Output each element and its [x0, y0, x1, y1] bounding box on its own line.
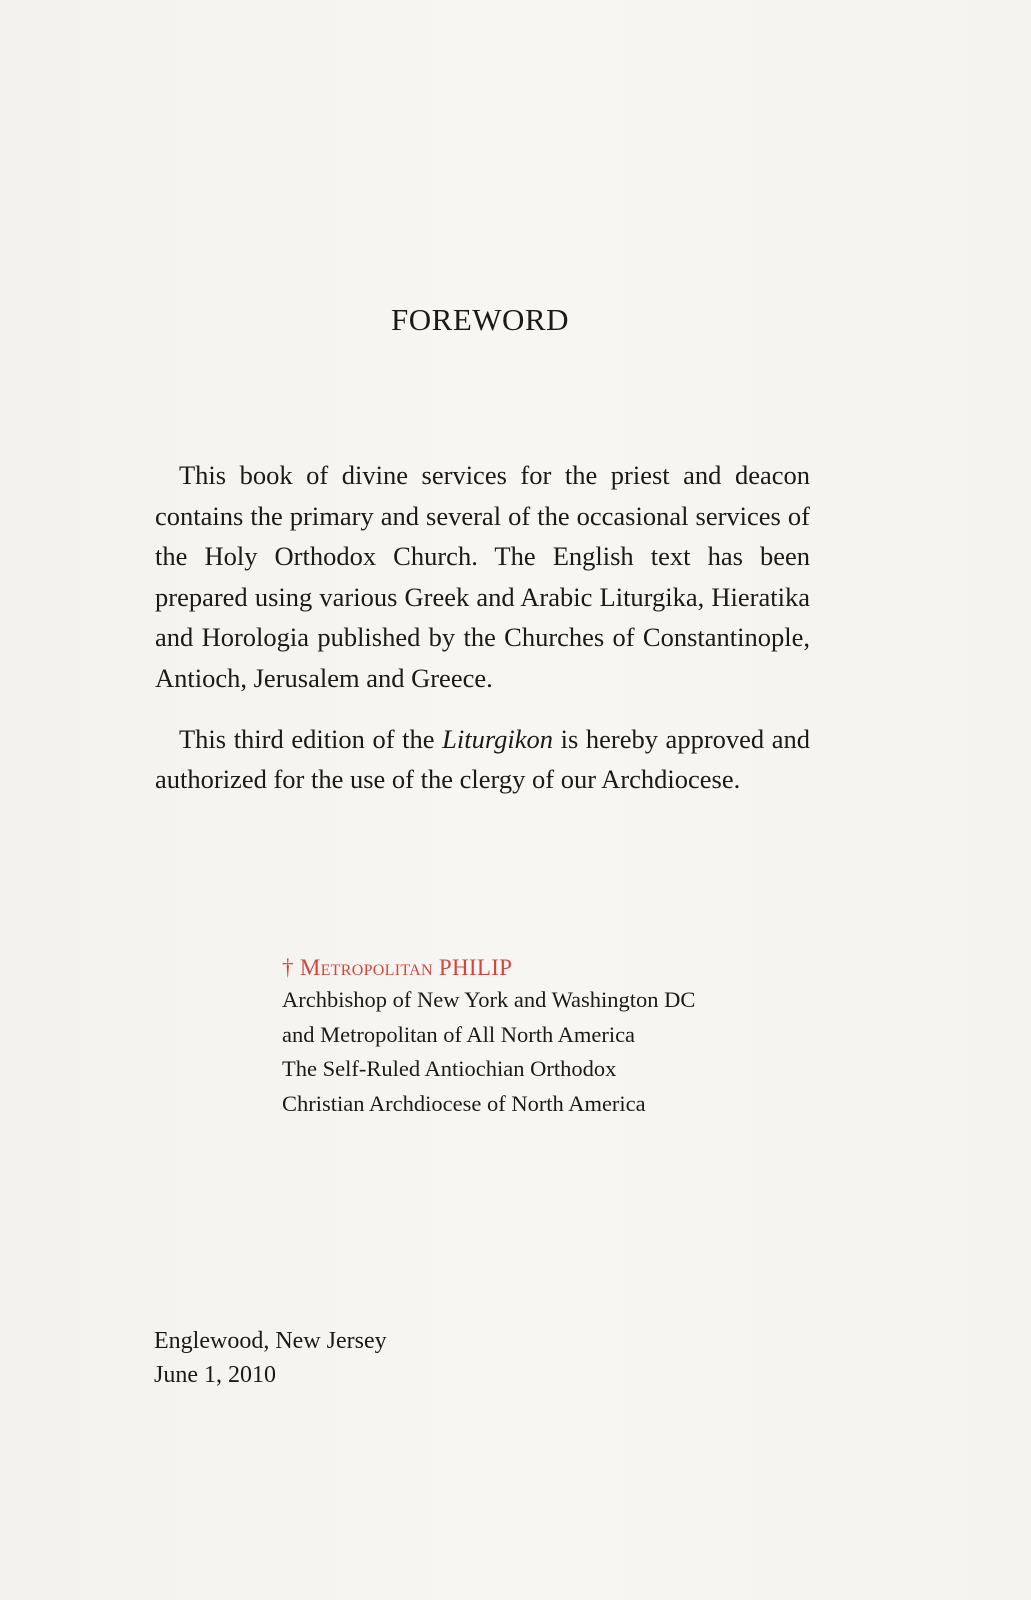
signatory-given-name: PHILIP	[432, 955, 513, 980]
page-title: FOREWORD	[391, 302, 569, 337]
paragraph-2-start: This third edition of the	[179, 723, 443, 754]
paragraph-1: This book of divine services for the priest and deacon contains the primary and several of the occasional services of the Holy Orthodox Church. The English text has been prepared using various Greek and Arabic Liturgika, Hieratika and Horologia published by the Churches of Constantinople, Antioch, Jerusalem and Greece.	[155, 460, 810, 693]
paragraph-2-end: is hereby approved and authorized for the use of the clergy of our Archdiocese.	[155, 723, 811, 795]
signature-line: Christian Archdiocese of North America	[282, 1090, 646, 1116]
cross-symbol: †	[282, 955, 300, 980]
foreword-body	[155, 455, 810, 800]
place: Englewood, New Jersey	[154, 1328, 387, 1354]
signature-line: The Self-Ruled Antiochian Orthodox	[282, 1056, 617, 1081]
signatory-name	[282, 953, 842, 983]
place-and-date	[154, 1324, 387, 1392]
signature-block	[282, 953, 842, 1121]
date: June 1, 2010	[154, 1362, 276, 1388]
signature-line: Archbishop of New York and Washington DC	[282, 987, 696, 1012]
signature-line: and Metropolitan of All North America	[282, 1021, 636, 1047]
paragraph-2	[155, 719, 810, 800]
book-title-italic: Liturgikon	[442, 723, 554, 754]
signatory-rank: Metropolitan	[299, 955, 433, 980]
